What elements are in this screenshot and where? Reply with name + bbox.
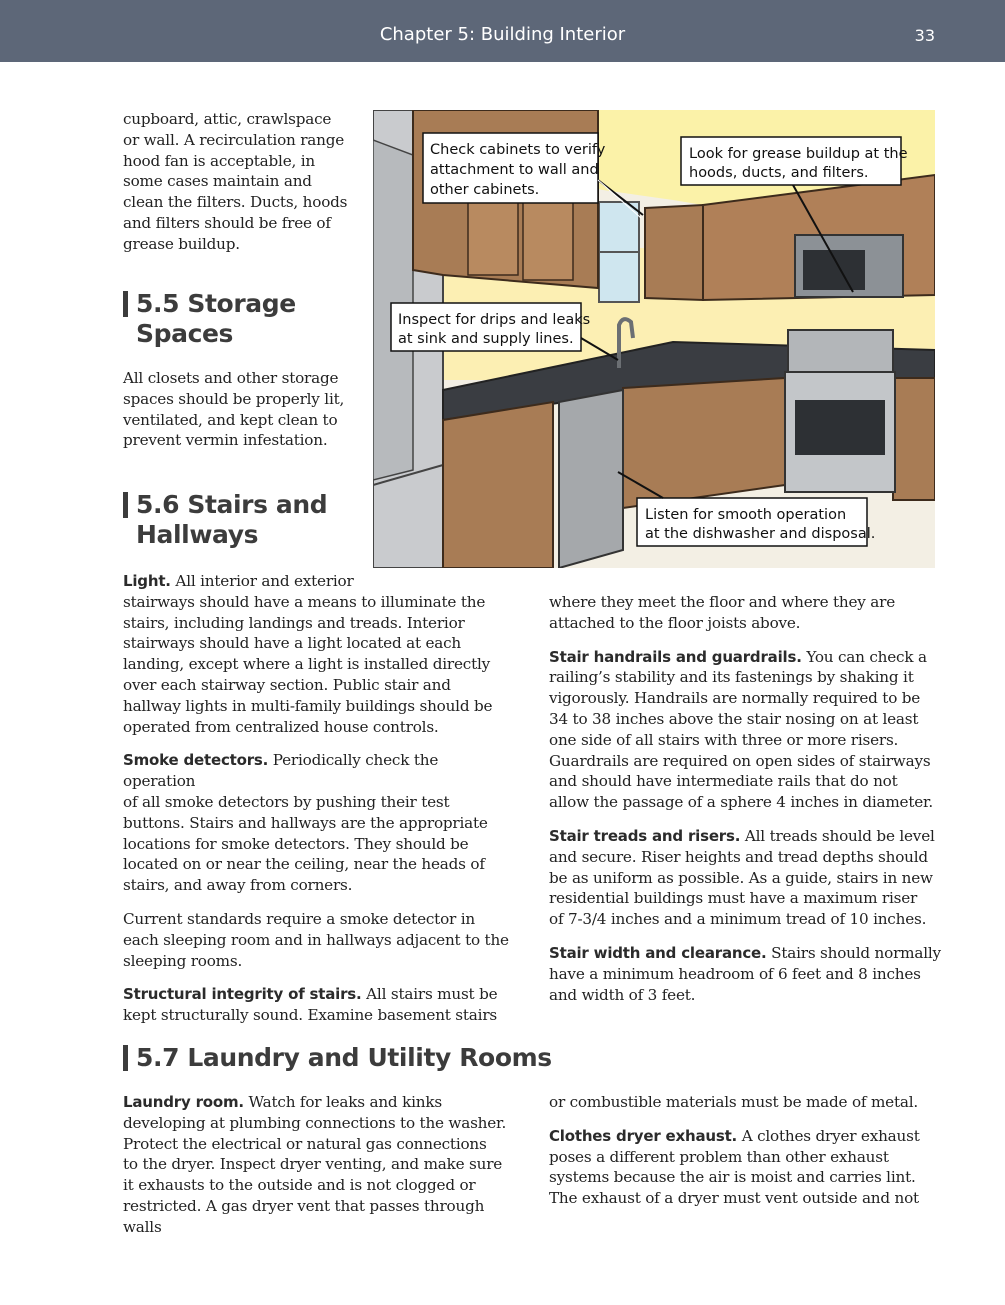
dryer-paragraph: Clothes dryer exhaust. A clothes dryer exhaust poses a different problem than other exhaust systems because the air is moist and carries lint. The exhaust of a dryer must vent outside and not — [549, 1126, 920, 1208]
svg-text:hoods, ducts, and filters.: hoods, ducts, and filters. — [689, 165, 869, 181]
svg-text:Check cabinets to verify: Check cabinets to verify — [430, 142, 606, 158]
handrails-paragraph: Stair handrails and guardrails. You can check a railing’s stability and its fastenings by shaking it vigorously. Handrails are normally required to be 34 to 38 inches above the stair nosing on at least one side of all stairs with three or more risers. Guardrails are required on open sides of stairways and should have intermediate rails that do not allow the passage of a sphere 4 inches in diameter. — [549, 647, 934, 812]
chapter-title: Chapter 5: Building Interior — [379, 24, 626, 45]
svg-text:Look for grease buildup at the: Look for grease buildup at the — [689, 146, 908, 162]
smoke-paragraph: Smoke detectors. Periodically check the operation of all smoke detectors by pushing their test buttons. Stairs and hallways are the appropriate locations for smoke detectors. They should be located on or near the ceiling, near the heads of stairs, and away from corners. — [123, 751, 488, 895]
section-heading-5-6: 5.6 Stairs and Hallways — [123, 490, 363, 550]
heading-bar — [123, 1045, 128, 1071]
svg-text:other cabinets.: other cabinets. — [430, 182, 540, 198]
page-number: 33 — [914, 26, 935, 45]
structural-paragraph: Structural integrity of stairs. All stairs must be kept structurally sound. Examine basement stairs — [123, 985, 498, 1025]
svg-text:Listen for smooth operation: Listen for smooth operation — [645, 507, 847, 523]
laundry-column-left: Laundry room. Watch for leaks and kinks developing at plumbing connections to the washer. Protect the electrical or natural gas connections to the dryer. Inspect dryer venting, and make sure it exhausts to the outside and is not clogged or restricted. A gas dryer vent that passes through walls — [123, 1093, 507, 1236]
section-heading-5-7: 5.7 Laundry and Utility Rooms — [123, 1043, 623, 1073]
structural-continued: where they meet the floor and where they are attached to the floor joists above. — [549, 593, 896, 632]
intro-paragraph: cupboard, attic, crawlspace or wall. A recirculation range hood fan is acceptable, in some cases maintain and clean the filters. Ducts, hoods and filters should be free of grease buildup. — [123, 110, 348, 253]
upper-cabinet-corner — [645, 205, 703, 300]
range-backguard — [788, 330, 893, 375]
svg-text:Inspect for drips and leaks: Inspect for drips and leaks — [398, 312, 591, 328]
svg-text:at the dishwasher and disposal: at the dishwasher and disposal. — [645, 526, 876, 542]
lower-cabinets-right — [893, 378, 935, 500]
width-paragraph: Stair width and clearance. Stairs should normally have a minimum headroom of 6 feet and 8 inches and width of 3 feet. — [549, 943, 941, 1004]
stairs-column-left — [123, 571, 513, 1026]
svg-text:at sink and supply lines.: at sink and supply lines. — [398, 331, 574, 347]
section-heading-5-5: 5.5 Storage Spaces — [123, 289, 363, 349]
treads-paragraph: Stair treads and risers. All treads should be level and secure. Riser heights and tread depths should be as uniform as possible. As a guide, stairs in new residential buildings must have a maximum riser of 7-3/4 inches and a minimum tread of 10 inches. — [549, 826, 935, 929]
page-header — [0, 0, 1005, 62]
laundry-column-right: or combustible materials must be made of metal. Clothes dryer exhaust. A clothes dryer exhaust poses a different problem than other exhaust systems because the air is moist and carries lint. The exhaust of a dryer must vent outside and not — [549, 1092, 944, 1209]
kitchen-illustration — [373, 110, 935, 568]
light-paragraph: Light. All interior and exterior stairways should have a means to illuminate the stairs, including landings and treads. Interior stairways should have a light located at each landing, except where a light is installed directly over each stairway section. Public stair and hallway lights in multi-family buildings should be operated from centralized house controls. — [123, 572, 493, 736]
lower-cabinets-left — [443, 402, 553, 568]
heading-bar — [123, 492, 128, 518]
storage-paragraph: All closets and other storage spaces should be properly lit, ventilated, and kept clean to prevent vermin infestation. — [123, 369, 345, 450]
dishwasher — [559, 390, 623, 568]
current-standards-paragraph: Current standards require a smoke detector in each sleeping room and in hallways adjacent to the sleeping rooms. — [123, 909, 509, 970]
svg-text:attachment to wall and: attachment to wall and — [430, 162, 599, 178]
stairs-column-right — [549, 592, 944, 1005]
heading-bar — [123, 291, 128, 317]
kitchen-drawing — [373, 110, 935, 568]
